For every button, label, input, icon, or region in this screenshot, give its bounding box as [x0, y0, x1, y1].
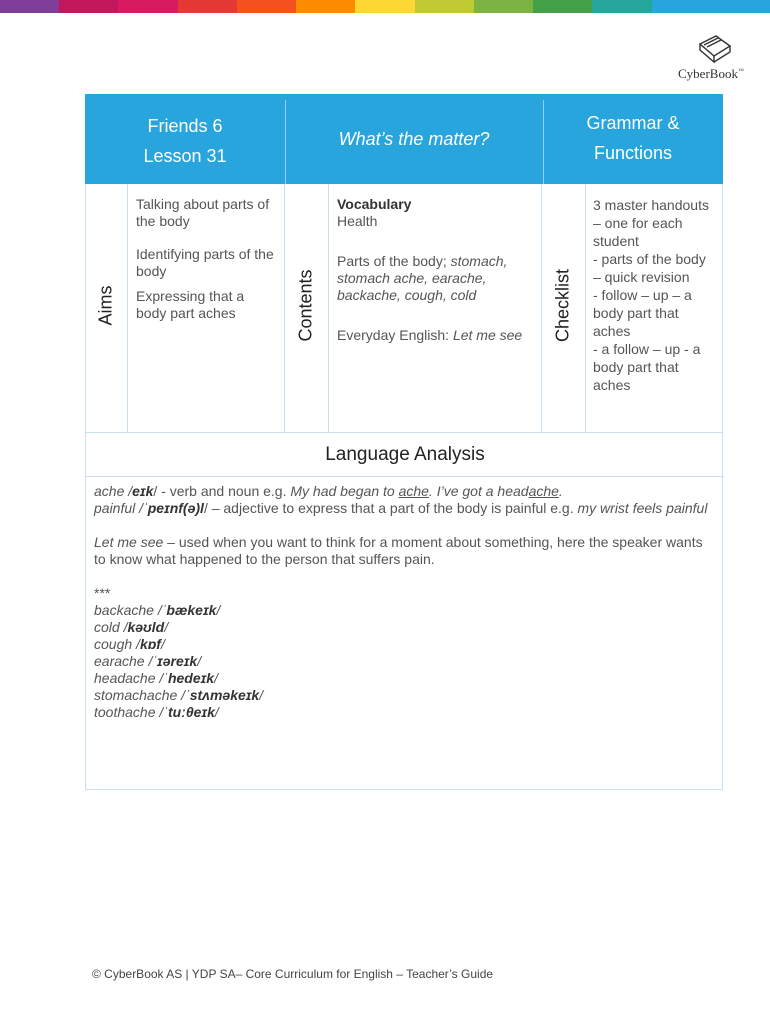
grammar-line2: Functions [593, 143, 673, 163]
lesson-number: Lesson 31 [143, 146, 227, 166]
vocab-word-entry [94, 653, 714, 670]
vocab-word-entry [94, 602, 714, 619]
painful-example: my wrist feels painful [577, 500, 708, 516]
parts-examples: stomach, stomach ache, earache, backache, cough, cold [337, 253, 508, 303]
vocab-word: toothache /ˈ [94, 704, 168, 720]
everyday-phrase: Let me see [452, 327, 523, 343]
vocab-ipa-end: / [164, 619, 169, 635]
table-border [85, 184, 86, 432]
grammar-cell [543, 94, 723, 184]
color-stripe [711, 0, 770, 13]
vocab-ipa: tuːθeɪk [167, 704, 215, 720]
ache-entry [94, 483, 714, 500]
ache-ipa: eɪk [132, 483, 154, 499]
checklist-item: - a follow – up - a body part that aches [593, 341, 701, 393]
vocab-topic: Health [337, 213, 378, 229]
ache-desc: / - verb and noun e.g. [153, 483, 291, 499]
vocab-word: cold / [94, 619, 128, 635]
aims-list [136, 196, 276, 338]
color-stripe [533, 0, 592, 13]
checklist-items [593, 196, 717, 394]
table-border [328, 184, 329, 432]
color-stripe [59, 0, 118, 13]
separator-stars: *** [94, 585, 111, 601]
vocab-ipa: kɒf [139, 636, 161, 652]
ache-end: . [558, 483, 563, 499]
logo-trademark: ™ [737, 68, 744, 75]
checklist-item: - parts of the body – quick revision [593, 251, 706, 285]
vocab-word-entry [94, 687, 714, 704]
grammar-line1: Grammar & [586, 113, 680, 133]
color-stripe [237, 0, 296, 13]
contents-text [337, 196, 533, 360]
color-stripe [296, 0, 355, 13]
vocab-ipa: bækeɪk [166, 602, 217, 618]
painful-word: painful /ˈ [94, 500, 148, 516]
color-stripe [0, 0, 59, 13]
table-border [722, 184, 723, 432]
vocab-ipa: hedeɪk [167, 670, 215, 686]
parts-prefix: Parts of the body; [337, 253, 451, 269]
color-stripe [355, 0, 414, 13]
color-stripe [178, 0, 237, 13]
lesson-header [85, 94, 723, 184]
vocab-word-entry [94, 704, 714, 721]
ache-example: . I’ve got a head [428, 483, 529, 499]
color-stripe [415, 0, 474, 13]
title-cell [285, 94, 543, 184]
vocab-heading: Vocabulary [337, 196, 412, 212]
book-title: Friends 6 [147, 116, 223, 136]
checklist-item: - follow – up – a body part that aches [593, 287, 692, 339]
analysis-body [94, 483, 714, 721]
vocab-word: stomachache /ˈ [94, 687, 190, 703]
table-border [284, 184, 285, 432]
painful-ipa: peɪnf(ə)l [147, 500, 204, 516]
vocab-word: headache /ˈ [94, 670, 168, 686]
lesson-title: What’s the matter? [338, 129, 490, 149]
vocab-ipa-end: / [160, 636, 165, 652]
color-stripe [118, 0, 177, 13]
vocab-word-entry [94, 619, 714, 636]
everyday-english [337, 327, 533, 344]
vocab-ipa-end: / [216, 602, 221, 618]
ache-example-underline: ache [528, 483, 559, 499]
ache-example: My had began to [290, 483, 399, 499]
checklist-label: Checklist [552, 268, 573, 343]
aims-label: Aims [95, 285, 116, 326]
analysis-title: Language Analysis [86, 433, 724, 477]
book-cell [85, 94, 285, 184]
painful-desc: / – adjective to express that a part of the body is painful e.g. [203, 500, 578, 516]
logo-text [678, 66, 744, 82]
vocab-word: earache /ˈ [94, 653, 158, 669]
color-stripe [652, 0, 711, 13]
vocab-ipa-end: / [214, 670, 218, 686]
color-stripe [474, 0, 533, 13]
vocab-word: cough / [94, 636, 140, 652]
vocab-ipa-end: / [214, 704, 219, 720]
vocab-ipa-end: / [197, 653, 202, 669]
language-analysis-box [85, 432, 723, 790]
parts-of-body [337, 253, 533, 304]
painful-entry [94, 500, 714, 517]
logo-word: CyberBook [678, 66, 738, 81]
everyday-prefix: Everyday English: [337, 327, 453, 343]
letme-phrase: Let me see [94, 534, 164, 550]
vocab-word: backache /ˈ [94, 602, 167, 618]
contents-label: Contents [295, 269, 316, 342]
vocab-ipa: ɪəreɪk [157, 653, 198, 669]
aim-item: Expressing that a body part aches [136, 288, 245, 321]
vocab-word-entry [94, 636, 714, 653]
vocab-ipa: kəʊld [127, 619, 165, 635]
word-list [94, 602, 714, 721]
checklist-item: 3 master handouts – one for each student [593, 197, 709, 249]
aim-item: Talking about parts of the body [136, 196, 270, 229]
table-border [127, 184, 128, 432]
ache-example-underline: ache [398, 483, 429, 499]
top-color-bar [0, 0, 770, 13]
color-stripe [592, 0, 651, 13]
table-border [541, 184, 542, 432]
table-border [585, 184, 586, 432]
aim-item: Identifying parts of the body [136, 246, 274, 279]
footer-copyright: © CyberBook AS | YDP SA– Core Curriculum for English – Teacher’s Guide [92, 967, 494, 981]
letme-entry [94, 534, 714, 568]
letme-desc: – used when you want to think for a moment about something, here the speaker wants to know what happened to the person that suffers pain. [94, 534, 703, 567]
ache-word: ache / [94, 483, 133, 499]
vocab-word-entry [94, 670, 714, 687]
vocab-ipa-end: / [259, 687, 264, 703]
vocab-ipa: stʌməkeɪk [189, 687, 260, 703]
